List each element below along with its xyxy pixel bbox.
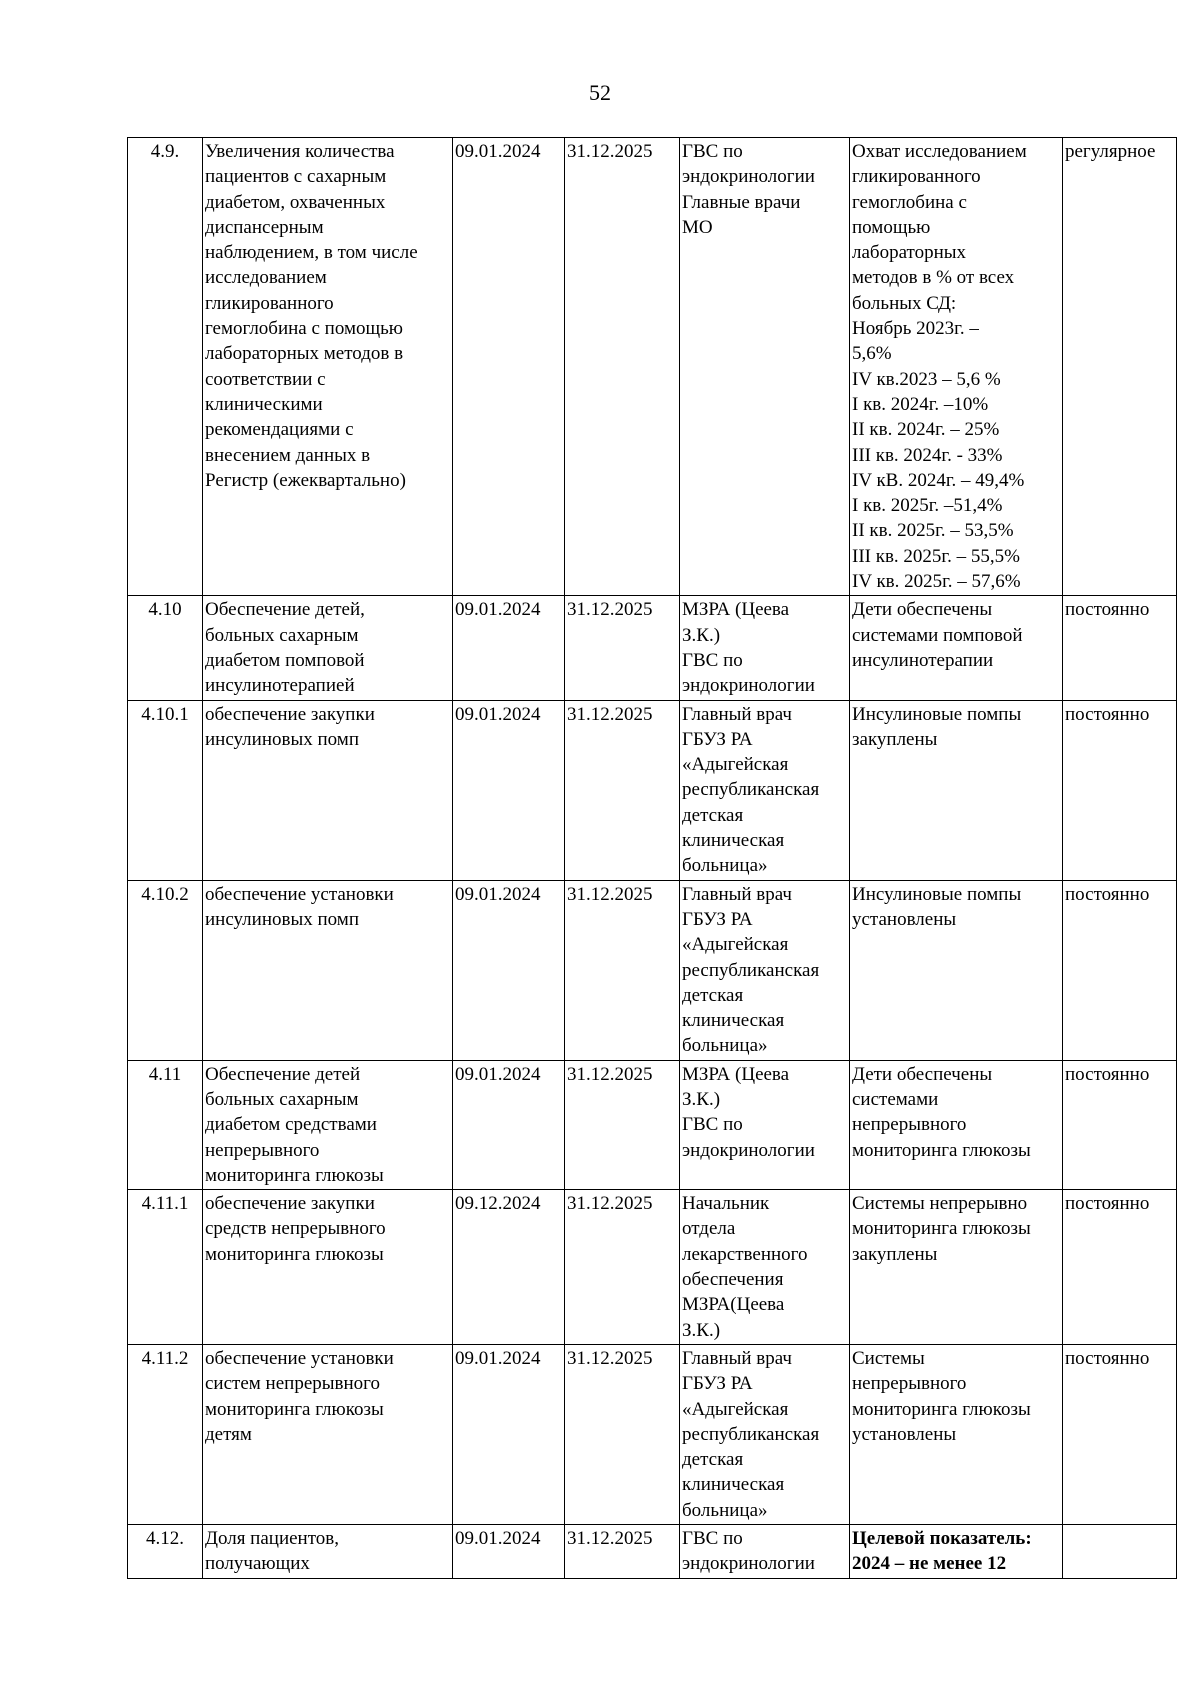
- responsible-cell: [680, 1525, 850, 1579]
- result-cell-line: Ноябрь 2023г. –: [852, 318, 979, 340]
- activity-cell-line: Регистр (ежеквартально): [205, 469, 406, 491]
- frequency-cell: постоянно: [1063, 700, 1177, 880]
- activity-cell-line: инсулиновых помп: [205, 728, 359, 750]
- responsible-cell-line: ГБУЗ РА: [682, 908, 753, 930]
- result-cell-line: Дети обеспечены: [852, 599, 993, 621]
- start-date-cell: 09.01.2024: [453, 596, 565, 700]
- activity-cell-line: инсулиновых помп: [205, 908, 359, 930]
- responsible-cell-line: больница»: [682, 855, 768, 877]
- result-cell-line: 5,6%: [852, 343, 892, 365]
- responsible-cell-line: республиканская: [682, 959, 820, 981]
- responsible-cell-line: больница»: [682, 1499, 768, 1521]
- table-row: [128, 1525, 1177, 1579]
- result-cell-line: Целевой показатель:: [852, 1528, 1032, 1550]
- result-cell-line: закуплены: [852, 1243, 938, 1265]
- activity-cell: [203, 1060, 453, 1189]
- activity-cell-line: обеспечение установки: [205, 883, 394, 905]
- frequency-cell: регулярное: [1063, 138, 1177, 596]
- item-number: 4.12.: [128, 1525, 203, 1579]
- responsible-cell-line: обеспечения: [682, 1269, 784, 1291]
- responsible-cell-line: ГВС по: [682, 1528, 743, 1550]
- activity-cell: [203, 1344, 453, 1524]
- responsible-cell-line: «Адыгейская: [682, 1398, 789, 1420]
- activity-cell-line: диабетом помповой: [205, 649, 365, 671]
- result-cell-line: установлены: [852, 908, 957, 930]
- responsible-cell-line: детская: [682, 804, 744, 826]
- responsible-cell-line: эндокринологии: [682, 1139, 815, 1161]
- end-date-cell: 31.12.2025: [565, 1060, 680, 1189]
- result-cell-line: IV кв. 2025г. – 57,6%: [852, 571, 1021, 593]
- activity-cell-line: детям: [205, 1423, 252, 1445]
- item-number: 4.11.2: [128, 1344, 203, 1524]
- start-date-cell: 09.01.2024: [453, 700, 565, 880]
- activity-cell: [203, 596, 453, 700]
- responsible-cell-line: отдела: [682, 1218, 736, 1240]
- activity-cell-line: мониторинга глюкозы: [205, 1243, 384, 1265]
- start-date-cell: 09.12.2024: [453, 1190, 565, 1345]
- activity-cell-line: диабетом, охваченных: [205, 191, 386, 213]
- responsible-cell-line: Главные врачи: [682, 191, 801, 213]
- responsible-cell-line: Главный врач: [682, 883, 792, 905]
- table-row: [128, 1190, 1177, 1345]
- responsible-cell-line: З.К.): [682, 1088, 721, 1110]
- frequency-cell: [1063, 1525, 1177, 1579]
- result-cell-line: закуплены: [852, 728, 938, 750]
- frequency-cell: постоянно: [1063, 1190, 1177, 1345]
- activity-cell-line: непрерывного: [205, 1139, 320, 1161]
- result-cell-line: 2024 – не менее 12: [852, 1553, 1007, 1575]
- activity-cell-line: Доля пациентов,: [205, 1528, 339, 1550]
- responsible-cell: [680, 880, 850, 1060]
- responsible-cell: [680, 1190, 850, 1345]
- end-date-cell: 31.12.2025: [565, 700, 680, 880]
- result-cell-line: Системы непрерывно: [852, 1193, 1028, 1215]
- item-number: 4.9.: [128, 138, 203, 596]
- item-number: 4.11: [128, 1060, 203, 1189]
- activity-cell: [203, 880, 453, 1060]
- result-cell-line: II кв. 2024г. – 25%: [852, 419, 1000, 441]
- table-row: [128, 596, 1177, 700]
- responsible-cell: [680, 138, 850, 596]
- activity-cell-line: соответствии с: [205, 368, 326, 390]
- activity-cell-line: пациентов с сахарным: [205, 166, 387, 188]
- frequency-cell: постоянно: [1063, 596, 1177, 700]
- end-date-cell: 31.12.2025: [565, 880, 680, 1060]
- responsible-cell-line: ГВС по: [682, 1114, 743, 1136]
- activity-cell: [203, 1525, 453, 1579]
- result-cell-line: установлены: [852, 1423, 957, 1445]
- activity-cell-line: мониторинга глюкозы: [205, 1398, 384, 1420]
- responsible-cell-line: «Адыгейская: [682, 934, 789, 956]
- responsible-cell-line: З.К.): [682, 624, 721, 646]
- frequency-cell: постоянно: [1063, 1344, 1177, 1524]
- end-date-cell: 31.12.2025: [565, 1344, 680, 1524]
- frequency-cell: постоянно: [1063, 1060, 1177, 1189]
- activity-cell-line: обеспечение закупки: [205, 1193, 375, 1215]
- result-cell: [850, 1190, 1063, 1345]
- start-date-cell: 09.01.2024: [453, 1525, 565, 1579]
- responsible-cell-line: ГБУЗ РА: [682, 728, 753, 750]
- activity-cell-line: получающих: [205, 1553, 310, 1575]
- table-row: [128, 1344, 1177, 1524]
- result-cell-line: Охват исследованием: [852, 141, 1027, 162]
- result-cell-line: системами помповой: [852, 624, 1023, 646]
- responsible-cell-line: лекарственного: [682, 1243, 808, 1265]
- result-cell: [850, 138, 1063, 596]
- result-cell-line: мониторинга глюкозы: [852, 1218, 1031, 1240]
- result-cell-line: больных СД:: [852, 292, 957, 314]
- result-cell-line: Инсулиновые помпы: [852, 703, 1022, 725]
- result-cell-line: III кв. 2024г. - 33%: [852, 444, 1003, 466]
- end-date-cell: 31.12.2025: [565, 1525, 680, 1579]
- result-cell-line: лабораторных: [852, 242, 967, 264]
- result-cell-line: II кв. 2025г. – 53,5%: [852, 520, 1014, 542]
- activity-cell-line: систем непрерывного: [205, 1373, 380, 1395]
- result-cell-line: системами: [852, 1088, 939, 1110]
- activity-cell-line: гликированного: [205, 292, 334, 314]
- responsible-cell: [680, 596, 850, 700]
- responsible-cell-line: ГВС по: [682, 141, 743, 162]
- table-row: [128, 700, 1177, 880]
- result-cell: [850, 596, 1063, 700]
- responsible-cell-line: эндокринологии: [682, 1553, 815, 1575]
- responsible-cell-line: МО: [682, 216, 713, 238]
- result-cell-line: мониторинга глюкозы: [852, 1398, 1031, 1420]
- activity-cell-line: исследованием: [205, 267, 327, 289]
- end-date-cell: 31.12.2025: [565, 596, 680, 700]
- responsible-cell-line: детская: [682, 1449, 744, 1471]
- responsible-cell: [680, 1060, 850, 1189]
- start-date-cell: 09.01.2024: [453, 880, 565, 1060]
- activity-cell-line: Обеспечение детей,: [205, 599, 365, 621]
- activity-cell-line: инсулинотерапией: [205, 675, 355, 697]
- table-row: [128, 880, 1177, 1060]
- activity-cell-line: лабораторных методов в: [205, 343, 404, 365]
- activity-cell-line: диспансерным: [205, 216, 324, 238]
- activity-cell-line: обеспечение закупки: [205, 703, 375, 725]
- result-cell-line: непрерывного: [852, 1114, 967, 1136]
- responsible-cell-line: МЗРА (Цеева: [682, 1063, 790, 1085]
- responsible-cell-line: больница»: [682, 1035, 768, 1057]
- table-row: [128, 1060, 1177, 1189]
- result-cell-line: Инсулиновые помпы: [852, 883, 1022, 905]
- item-number: 4.11.1: [128, 1190, 203, 1345]
- result-cell-line: непрерывного: [852, 1373, 967, 1395]
- result-cell-line: гемоглобина с: [852, 191, 967, 213]
- result-cell-line: инсулинотерапии: [852, 649, 994, 671]
- activity-cell-line: клиническими: [205, 393, 323, 415]
- activity-cell: [203, 1190, 453, 1345]
- responsible-cell-line: эндокринологии: [682, 675, 815, 697]
- activity-cell-line: наблюдением, в том числе: [205, 242, 418, 264]
- activity-cell-line: внесением данных в: [205, 444, 371, 466]
- activity-cell-line: рекомендациями с: [205, 419, 354, 441]
- result-cell-line: Системы: [852, 1347, 925, 1369]
- result-cell: [850, 1525, 1063, 1579]
- item-number: 4.10.2: [128, 880, 203, 1060]
- activity-cell-line: обеспечение установки: [205, 1347, 394, 1369]
- result-cell-line: методов в % от всех: [852, 267, 1015, 289]
- responsible-cell-line: эндокринологии: [682, 166, 815, 188]
- result-cell-line: I кв. 2025г. –51,4%: [852, 495, 1003, 517]
- start-date-cell: 09.01.2024: [453, 1344, 565, 1524]
- responsible-cell-line: клиническая: [682, 1010, 785, 1032]
- plan-table: [127, 137, 1177, 1579]
- responsible-cell-line: З.К.): [682, 1319, 721, 1341]
- responsible-cell-line: детская: [682, 984, 744, 1006]
- responsible-cell-line: республиканская: [682, 779, 820, 801]
- item-number: 4.10.1: [128, 700, 203, 880]
- result-cell-line: Дети обеспечены: [852, 1063, 993, 1085]
- activity-cell: [203, 700, 453, 880]
- responsible-cell-line: ГВС по: [682, 649, 743, 671]
- item-number: 4.10: [128, 596, 203, 700]
- activity-cell-line: больных сахарным: [205, 1088, 359, 1110]
- result-cell-line: IV кв.2023 – 5,6 %: [852, 368, 1001, 390]
- responsible-cell-line: «Адыгейская: [682, 754, 789, 776]
- responsible-cell-line: МЗРА(Цеева: [682, 1294, 785, 1316]
- result-cell: [850, 700, 1063, 880]
- result-cell-line: III кв. 2025г. – 55,5%: [852, 545, 1020, 567]
- responsible-cell-line: клиническая: [682, 1474, 785, 1496]
- activity-cell-line: гемоглобина с помощью: [205, 318, 403, 340]
- result-cell-line: гликированного: [852, 166, 981, 188]
- responsible-cell-line: Главный врач: [682, 1347, 792, 1369]
- result-cell-line: IV кВ. 2024г. – 49,4%: [852, 469, 1025, 491]
- responsible-cell-line: Начальник: [682, 1193, 770, 1215]
- activity-cell-line: мониторинга глюкозы: [205, 1164, 384, 1186]
- activity-cell-line: Увеличения количества: [205, 141, 395, 162]
- result-cell: [850, 880, 1063, 1060]
- responsible-cell-line: Главный врач: [682, 703, 792, 725]
- activity-cell-line: диабетом средствами: [205, 1114, 377, 1136]
- responsible-cell-line: республиканская: [682, 1423, 820, 1445]
- responsible-cell: [680, 1344, 850, 1524]
- activity-cell: [203, 138, 453, 596]
- page-number: 52: [589, 80, 611, 105]
- activity-cell-line: средств непрерывного: [205, 1218, 386, 1240]
- result-cell-line: мониторинга глюкозы: [852, 1139, 1031, 1161]
- responsible-cell-line: ГБУЗ РА: [682, 1373, 753, 1395]
- result-cell: [850, 1060, 1063, 1189]
- responsible-cell-line: клиническая: [682, 830, 785, 852]
- responsible-cell-line: МЗРА (Цеева: [682, 599, 790, 621]
- end-date-cell: 31.12.2025: [565, 138, 680, 596]
- result-cell: [850, 1344, 1063, 1524]
- start-date-cell: 09.01.2024: [453, 138, 565, 596]
- end-date-cell: 31.12.2025: [565, 1190, 680, 1345]
- table-row: [128, 138, 1177, 596]
- result-cell-line: помощью: [852, 216, 931, 238]
- result-cell-line: I кв. 2024г. –10%: [852, 393, 989, 415]
- start-date-cell: 09.01.2024: [453, 1060, 565, 1189]
- responsible-cell: [680, 700, 850, 880]
- activity-cell-line: больных сахарным: [205, 624, 359, 646]
- activity-cell-line: Обеспечение детей: [205, 1063, 361, 1085]
- frequency-cell: постоянно: [1063, 880, 1177, 1060]
